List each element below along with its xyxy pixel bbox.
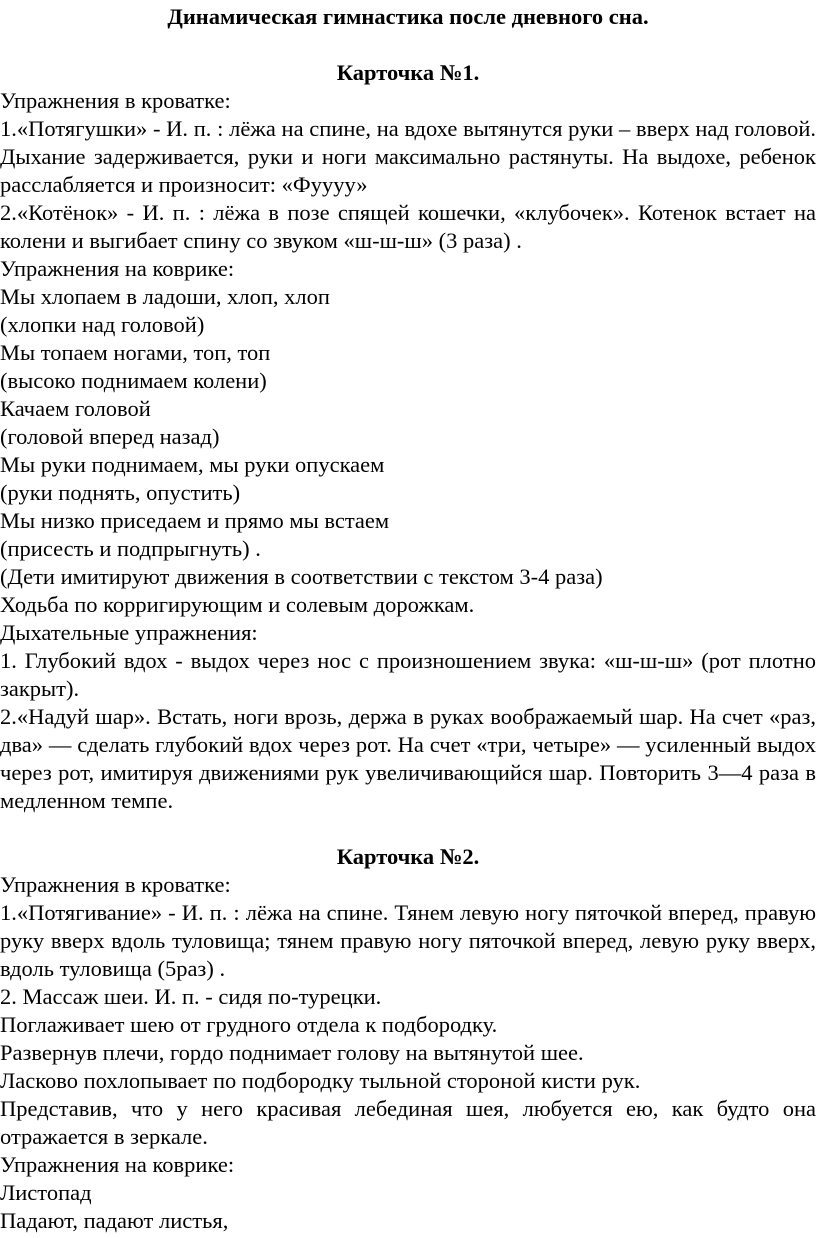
blank-line [0,31,816,59]
card-2-mat-heading: Упражнения на коврике: [0,1152,235,1177]
card-1-mat-line: (присесть и подпрыгнуть) . [0,536,261,561]
card-1-mat-line: Мы низко приседаем и прямо мы встаем [0,508,390,533]
card-2-heading: Карточка №2. [336,844,480,869]
card-1-bed-heading: Упражнения в кроватке: [0,88,231,113]
card-1-mat-line: Ходьба по корригирующим и солевым дорожкам. [0,592,475,617]
card-2-mat-line: Падают, падают листья, [0,1208,229,1233]
card-1-exercise-1: 1.«Потягушки» - И. п. : лёжа на спине, на вдохе вытянутся руки – вверх над головой. Дыхание задерживается, руки и ноги максимально растянуты. На выдохе, ребенок расслабляется и произносит: «Фуууу» [0,116,816,197]
card-1-mat-line: Качаем головой [0,396,151,421]
card-1-mat-line: (хлопки над головой) [0,312,205,337]
card-1-breathing-1: 1. Глубокий вдох - выдох через нос с произношением звука: «ш-ш-ш» (рот плотно закрыт). [0,648,816,701]
card-1-breathing-heading: Дыхательные упражнения: [0,620,258,645]
card-1-exercise-2: 2.«Котёнок» - И. п. : лёжа в позе спящей кошечки, «клубочек». Котенок встает на колени и выгибает спину со звуком «ш-ш-ш» (3 раза) . [0,200,816,253]
card-2-exercise-2: 2. Массаж шеи. И. п. - сидя по-турецки. [0,984,382,1009]
blank-line [0,815,816,843]
document-title: Динамическая гимнастика после дневного сна. [167,4,649,29]
card-2-bed-heading: Упражнения в кроватке: [0,872,231,897]
card-1-mat-heading: Упражнения на коврике: [0,256,235,281]
card-2-massage-last: Представив, что у него красивая лебединая шея, любуется ею, как будто она отражается в зеркале. [0,1096,816,1149]
card-1-mat-line: (высоко поднимаем колени) [0,368,267,393]
card-1-mat-line: Мы хлопаем в ладоши, хлоп, хлоп [0,284,330,309]
card-1-mat-line: (руки поднять, опустить) [0,480,241,505]
card-1-mat-line: (Дети имитируют движения в соответствии с текстом 3-4 раза) [0,564,603,589]
card-2-massage-line: Ласково похлопывает по подбородку тыльной стороной кисти рук. [0,1068,641,1093]
card-1-breathing-2: 2.«Надуй шар». Встать, ноги врозь, держа в руках воображаемый шар. На счет «раз, два» — сделать глубокий вдох через рот. На счет «три, четыре» — усиленный выдох через рот, имитируя движениями рук увеличивающийся шар. Повторить 3—4 раза в медленном темпе. [0,704,816,813]
card-2-mat-line: Листопад [0,1180,92,1205]
card-2-exercise-1: 1.«Потягивание» - И. п. : лёжа на спине. Тянем левую ногу пяточкой вперед, правую руку вверх вдоль туловища; тянем правую ногу пяточкой вперед, левую руку вверх, вдоль туловища (5раз) . [0,900,816,981]
card-1-mat-line: Мы топаем ногами, топ, топ [0,340,271,365]
card-2-massage-line: Поглаживает шею от грудного отдела к подбородку. [0,1012,498,1037]
card-1-mat-line: Мы руки поднимаем, мы руки опускаем [0,452,385,477]
card-1-mat-line: (головой вперед назад) [0,424,220,449]
card-1-heading: Карточка №1. [336,60,480,85]
card-2-massage-line: Развернув плечи, гордо поднимает голову на вытянутой шее. [0,1040,584,1065]
